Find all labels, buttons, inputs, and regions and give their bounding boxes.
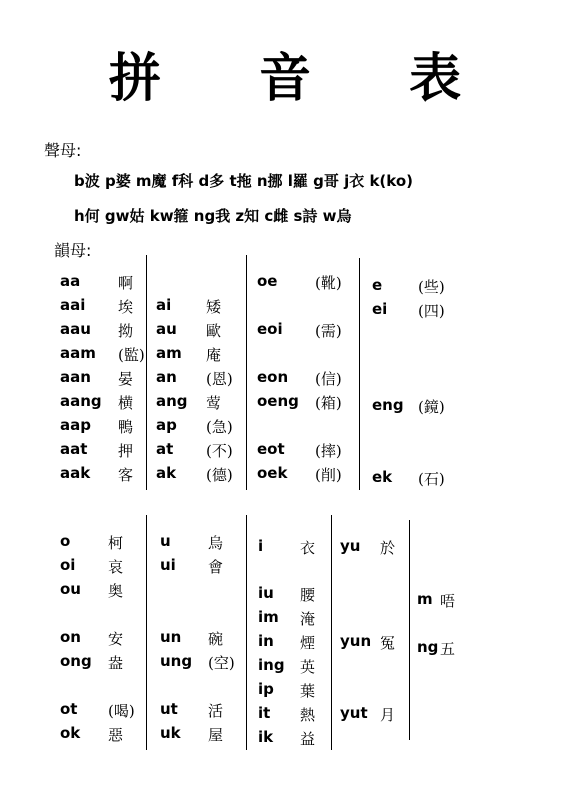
example-character: 腰 bbox=[300, 586, 316, 604]
example-character: 活 bbox=[208, 702, 224, 720]
example-character: (削) bbox=[315, 466, 342, 484]
final-ok bbox=[60, 724, 124, 744]
example-character: (摔) bbox=[315, 442, 342, 460]
example-character: (恩) bbox=[206, 370, 233, 388]
romanization: ou bbox=[60, 580, 81, 598]
page-title: 拼 音 表 bbox=[108, 48, 502, 109]
final-it bbox=[258, 704, 316, 724]
romanization: o bbox=[60, 532, 71, 550]
final-yut bbox=[340, 704, 396, 724]
final-am bbox=[156, 344, 222, 364]
final-u bbox=[160, 532, 224, 552]
example-character: 埃 bbox=[118, 298, 134, 316]
example-character: 歐 bbox=[206, 322, 222, 340]
romanization: eot bbox=[257, 440, 285, 458]
example-character: 碗 bbox=[208, 630, 224, 648]
final-eoi bbox=[257, 320, 342, 340]
romanization: m bbox=[417, 590, 433, 608]
final-aak bbox=[60, 464, 134, 484]
final-ng bbox=[417, 638, 456, 658]
column-divider bbox=[331, 515, 332, 750]
final-ek bbox=[372, 468, 445, 488]
final-an bbox=[156, 368, 233, 388]
final-ot bbox=[60, 700, 135, 720]
final-aai bbox=[60, 296, 134, 316]
romanization: in bbox=[258, 632, 274, 650]
romanization: eon bbox=[257, 368, 289, 386]
final-eon bbox=[257, 368, 342, 388]
final-aam bbox=[60, 344, 145, 364]
romanization: it bbox=[258, 704, 271, 722]
romanization: yu bbox=[340, 537, 361, 555]
final-aap bbox=[60, 416, 134, 436]
romanization: u bbox=[160, 532, 171, 550]
romanization: ak bbox=[156, 464, 177, 482]
example-character: 莺 bbox=[206, 394, 222, 412]
example-character: 庵 bbox=[206, 346, 222, 364]
example-character: (喝) bbox=[108, 702, 135, 720]
romanization: aan bbox=[60, 368, 91, 386]
romanization: ut bbox=[160, 700, 178, 718]
romanization: aa bbox=[60, 272, 81, 290]
example-character: (不) bbox=[206, 442, 233, 460]
example-character: 柯 bbox=[108, 534, 124, 552]
example-character: (四) bbox=[418, 302, 445, 320]
final-ut bbox=[160, 700, 224, 720]
example-character: 拗 bbox=[118, 322, 134, 340]
example-character: 唔 bbox=[440, 592, 456, 610]
final-ung bbox=[160, 652, 235, 672]
example-character: 衣 bbox=[300, 539, 316, 557]
romanization: am bbox=[156, 344, 182, 362]
example-character: (德) bbox=[206, 466, 233, 484]
romanization: ei bbox=[372, 300, 388, 318]
final-m bbox=[417, 590, 456, 610]
final-o bbox=[60, 532, 124, 552]
final-aau bbox=[60, 320, 134, 340]
final-ang bbox=[156, 392, 222, 412]
romanization: ong bbox=[60, 652, 92, 670]
romanization: oe bbox=[257, 272, 278, 290]
romanization: eng bbox=[372, 396, 404, 414]
example-character: 安 bbox=[108, 630, 124, 648]
final-aang bbox=[60, 392, 134, 412]
romanization: au bbox=[156, 320, 177, 338]
example-character: 押 bbox=[118, 442, 134, 460]
romanization: ik bbox=[258, 728, 274, 746]
finals-label: 韻母: bbox=[54, 241, 92, 260]
romanization: oeng bbox=[257, 392, 299, 410]
romanization: ap bbox=[156, 416, 177, 434]
final-aat bbox=[60, 440, 134, 460]
romanization: ing bbox=[258, 656, 285, 674]
romanization: aat bbox=[60, 440, 88, 458]
final-yu bbox=[340, 537, 396, 557]
example-character: 客 bbox=[118, 466, 134, 484]
final-eot bbox=[257, 440, 342, 460]
example-character: 烏 bbox=[208, 534, 224, 552]
romanization: oek bbox=[257, 464, 288, 482]
romanization: ok bbox=[60, 724, 81, 742]
romanization: iu bbox=[258, 584, 274, 602]
final-i bbox=[258, 537, 316, 557]
final-eng bbox=[372, 396, 445, 416]
romanization: im bbox=[258, 608, 279, 626]
example-character: (空) bbox=[208, 654, 235, 672]
final-aa bbox=[60, 272, 134, 292]
final-ap bbox=[156, 416, 233, 436]
romanization: yut bbox=[340, 704, 368, 722]
column-divider bbox=[246, 515, 247, 750]
romanization: aang bbox=[60, 392, 102, 410]
final-iu bbox=[258, 584, 316, 604]
romanization: ang bbox=[156, 392, 188, 410]
example-character: 於 bbox=[380, 539, 396, 557]
example-character: 益 bbox=[300, 730, 316, 748]
example-character: (信) bbox=[315, 370, 342, 388]
final-oe bbox=[257, 272, 342, 292]
romanization: ai bbox=[156, 296, 172, 314]
example-character: (監) bbox=[118, 346, 145, 364]
romanization: i bbox=[258, 537, 264, 555]
example-character: (些) bbox=[418, 278, 445, 296]
romanization: at bbox=[156, 440, 174, 458]
final-on bbox=[60, 628, 124, 648]
example-character: 淹 bbox=[300, 610, 316, 628]
final-oek bbox=[257, 464, 342, 484]
romanization: oi bbox=[60, 556, 76, 574]
example-character: 哀 bbox=[108, 558, 124, 576]
example-character: 葉 bbox=[300, 682, 316, 700]
romanization: ot bbox=[60, 700, 78, 718]
column-divider bbox=[146, 255, 147, 490]
example-character: 啊 bbox=[118, 274, 134, 292]
final-e bbox=[372, 276, 445, 296]
example-character: 奥 bbox=[108, 582, 124, 600]
example-character: (箱) bbox=[315, 394, 342, 412]
romanization: an bbox=[156, 368, 177, 386]
romanization: ip bbox=[258, 680, 274, 698]
column-divider bbox=[146, 515, 147, 750]
romanization: e bbox=[372, 276, 383, 294]
final-uk bbox=[160, 724, 224, 744]
example-character: 惡 bbox=[108, 726, 124, 744]
example-character: 冤 bbox=[380, 634, 396, 652]
final-ip bbox=[258, 680, 316, 700]
romanization: uk bbox=[160, 724, 181, 742]
final-at bbox=[156, 440, 233, 460]
example-character: 熱 bbox=[300, 706, 316, 724]
example-character: (靴) bbox=[315, 274, 342, 292]
romanization: ung bbox=[160, 652, 193, 670]
final-ui bbox=[160, 556, 224, 576]
final-au bbox=[156, 320, 222, 340]
initials-line-2: h何 gw姑 kw箍 ng我 z知 c雌 s詩 w烏 bbox=[74, 207, 352, 225]
romanization: aam bbox=[60, 344, 96, 362]
romanization: un bbox=[160, 628, 182, 646]
final-im bbox=[258, 608, 316, 628]
column-divider bbox=[246, 255, 247, 490]
initials-label: 聲母: bbox=[44, 141, 82, 160]
final-ou bbox=[60, 580, 124, 600]
romanization: ek bbox=[372, 468, 393, 486]
example-character: 晏 bbox=[118, 370, 134, 388]
example-character: 煙 bbox=[300, 634, 316, 652]
example-character: 五 bbox=[440, 640, 456, 658]
romanization: ng bbox=[417, 638, 439, 656]
final-ik bbox=[258, 728, 316, 748]
column-divider bbox=[359, 258, 360, 490]
example-character: 月 bbox=[380, 706, 396, 724]
final-aan bbox=[60, 368, 134, 388]
romanization: aau bbox=[60, 320, 91, 338]
final-ai bbox=[156, 296, 222, 316]
final-ing bbox=[258, 656, 316, 676]
example-character: 屋 bbox=[208, 726, 224, 744]
example-character: (鏡) bbox=[418, 398, 445, 416]
example-character: (需) bbox=[315, 322, 342, 340]
romanization: eoi bbox=[257, 320, 283, 338]
final-in bbox=[258, 632, 316, 652]
final-yun bbox=[340, 632, 396, 652]
column-divider bbox=[409, 520, 410, 740]
final-ong bbox=[60, 652, 124, 672]
romanization: ui bbox=[160, 556, 176, 574]
final-oi bbox=[60, 556, 124, 576]
example-character: 會 bbox=[208, 558, 224, 576]
romanization: on bbox=[60, 628, 81, 646]
romanization: aak bbox=[60, 464, 91, 482]
example-character: 盎 bbox=[108, 654, 124, 672]
romanization: aai bbox=[60, 296, 86, 314]
romanization: yun bbox=[340, 632, 372, 650]
example-character: 鴨 bbox=[118, 418, 134, 436]
romanization: aap bbox=[60, 416, 91, 434]
example-character: (石) bbox=[418, 470, 445, 488]
example-character: (急) bbox=[206, 418, 233, 436]
final-un bbox=[160, 628, 224, 648]
example-character: 英 bbox=[300, 658, 316, 676]
final-ei bbox=[372, 300, 445, 320]
final-ak bbox=[156, 464, 233, 484]
example-character: 横 bbox=[118, 394, 134, 412]
example-character: 矮 bbox=[206, 298, 222, 316]
initials-line-1: b波 p婆 m魔 f科 d多 t拖 n挪 l羅 g哥 j衣 k(ko) bbox=[74, 172, 414, 190]
final-oeng bbox=[257, 392, 342, 412]
